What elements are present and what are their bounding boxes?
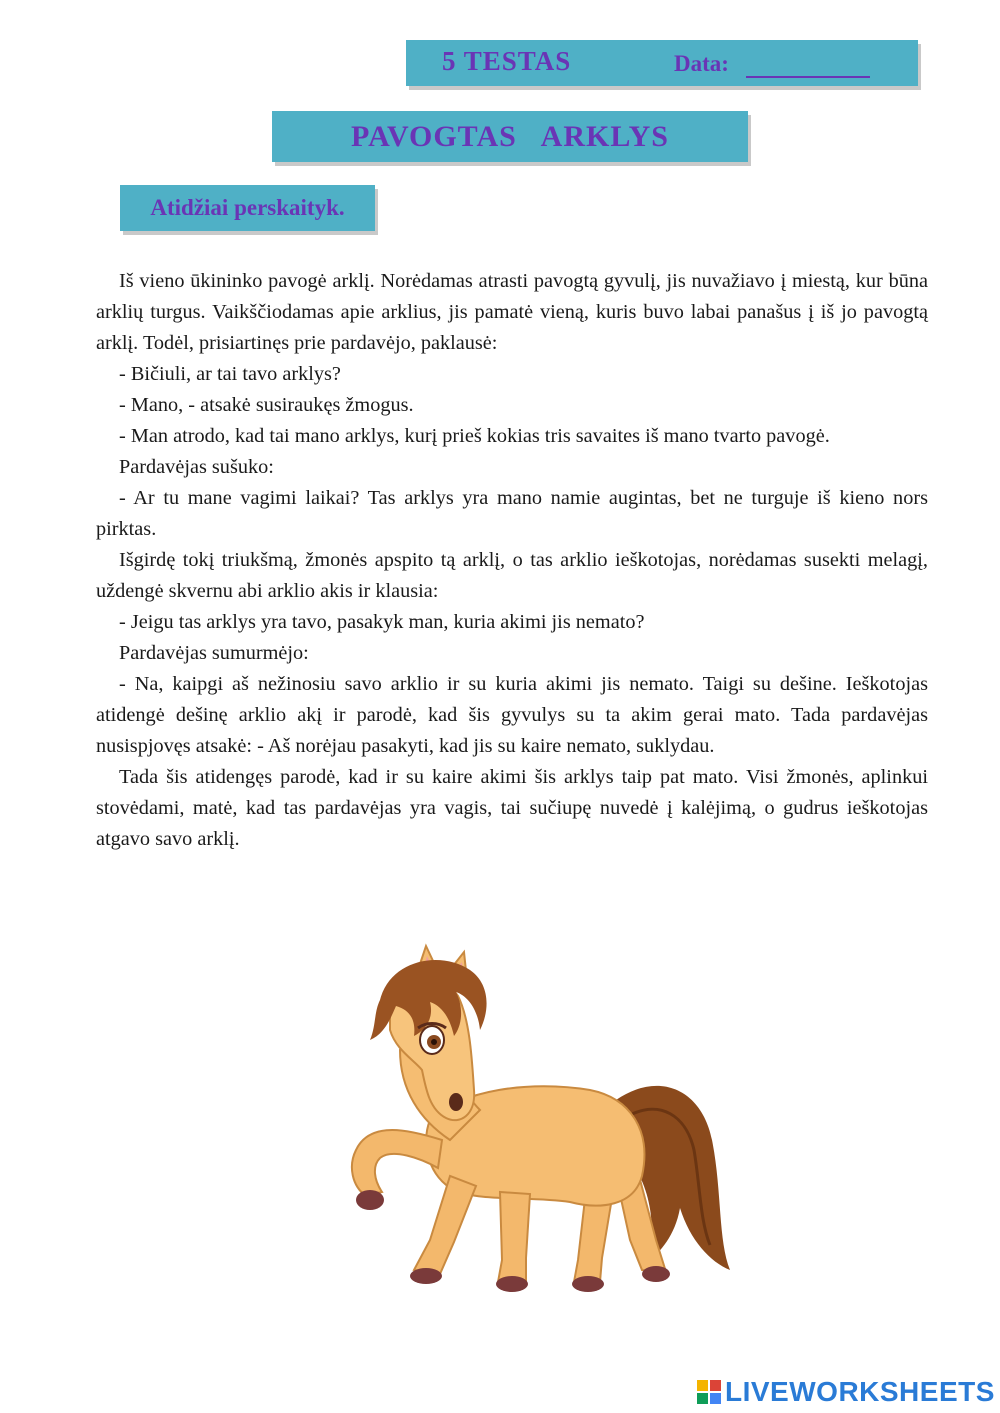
liveworksheets-logo[interactable] [696, 1375, 995, 1409]
story-paragraph: - Mano, - atsakė susiraukęs žmogus. [119, 394, 414, 416]
instruction-banner [120, 185, 375, 231]
test-title: 5 TESTAS [442, 46, 572, 76]
story-paragraph: - Man atrodo, kad tai mano arklys, kurį prieš kokias tris savaites iš mano tvarto pavogė. [119, 425, 830, 447]
test-header-banner [406, 40, 918, 86]
date-input-line[interactable] [746, 76, 870, 78]
liveworksheets-logo-icon [696, 1379, 722, 1405]
date-label: Data: [674, 51, 729, 76]
story-text [96, 266, 928, 855]
horse-illustration [330, 940, 740, 1312]
story-paragraph: - Na, kaipgi aš nežinosiu savo arklio ir su kuria akimi jis nemato. Taigi su dešine. Ieškotojas atidengė dešinę arklio akį ir parodė, kad šis gyvulys su ta akim gerai mato. Tada pardavėjas nusispjovęs atsakė: - Aš norėjau pasakyti, kad jis su kaire nemato, suklydau. [96, 673, 928, 757]
story-paragraph: Išgirdę tokį triukšmą, žmonės apspito tą arklį, o tas arklio ieškotojas, norėdamas susekti melagį, uždengė skvernu abi arklio akis ir klausia: [96, 549, 928, 602]
story-paragraph: Tada šis atidengęs parodė, kad ir su kaire akimi šis arklys taip pat mato. Visi žmonės, aplinkui stovėdami, matė, kad tas pardavėjas yra vagis, tai sučiupę nuvedė į kalėjimą, o gudrus ieškotojas atgavo savo arklį. [96, 766, 928, 850]
story-paragraph: Pardavėjas sušuko: [119, 456, 274, 478]
instruction-text: Atidžiai perskaityk. [150, 195, 345, 220]
story-paragraph: Pardavėjas sumurmėjo: [119, 642, 309, 664]
story-paragraph: - Ar tu mane vagimi laikai? Tas arklys yra mano namie augintas, bet ne turguje iš kieno nors pirktas. [96, 487, 928, 540]
story-paragraph: Iš vieno ūkininko pavogė arklį. Norėdamas atrasti pavogtą gyvulį, jis nuvažiavo į miestą, kur būna arklių turgus. Vaikščiodamas apie arklius, jis pamatė vieną, kuris buvo labai panašus į iš jo pavogtą arklį. Todėl, prisiartinęs prie pardavėjo, paklausė: [96, 270, 928, 354]
story-paragraph: - Bičiuli, ar tai tavo arklys? [119, 363, 341, 385]
story-title: PAVOGTAS ARKLYS [351, 119, 669, 153]
story-title-banner [272, 111, 748, 162]
story-paragraph: - Jeigu tas arklys yra tavo, pasakyk man, kuria akimi jis nemato? [119, 611, 645, 633]
logo-text: LIVEWORKSHEETS [725, 1376, 995, 1407]
